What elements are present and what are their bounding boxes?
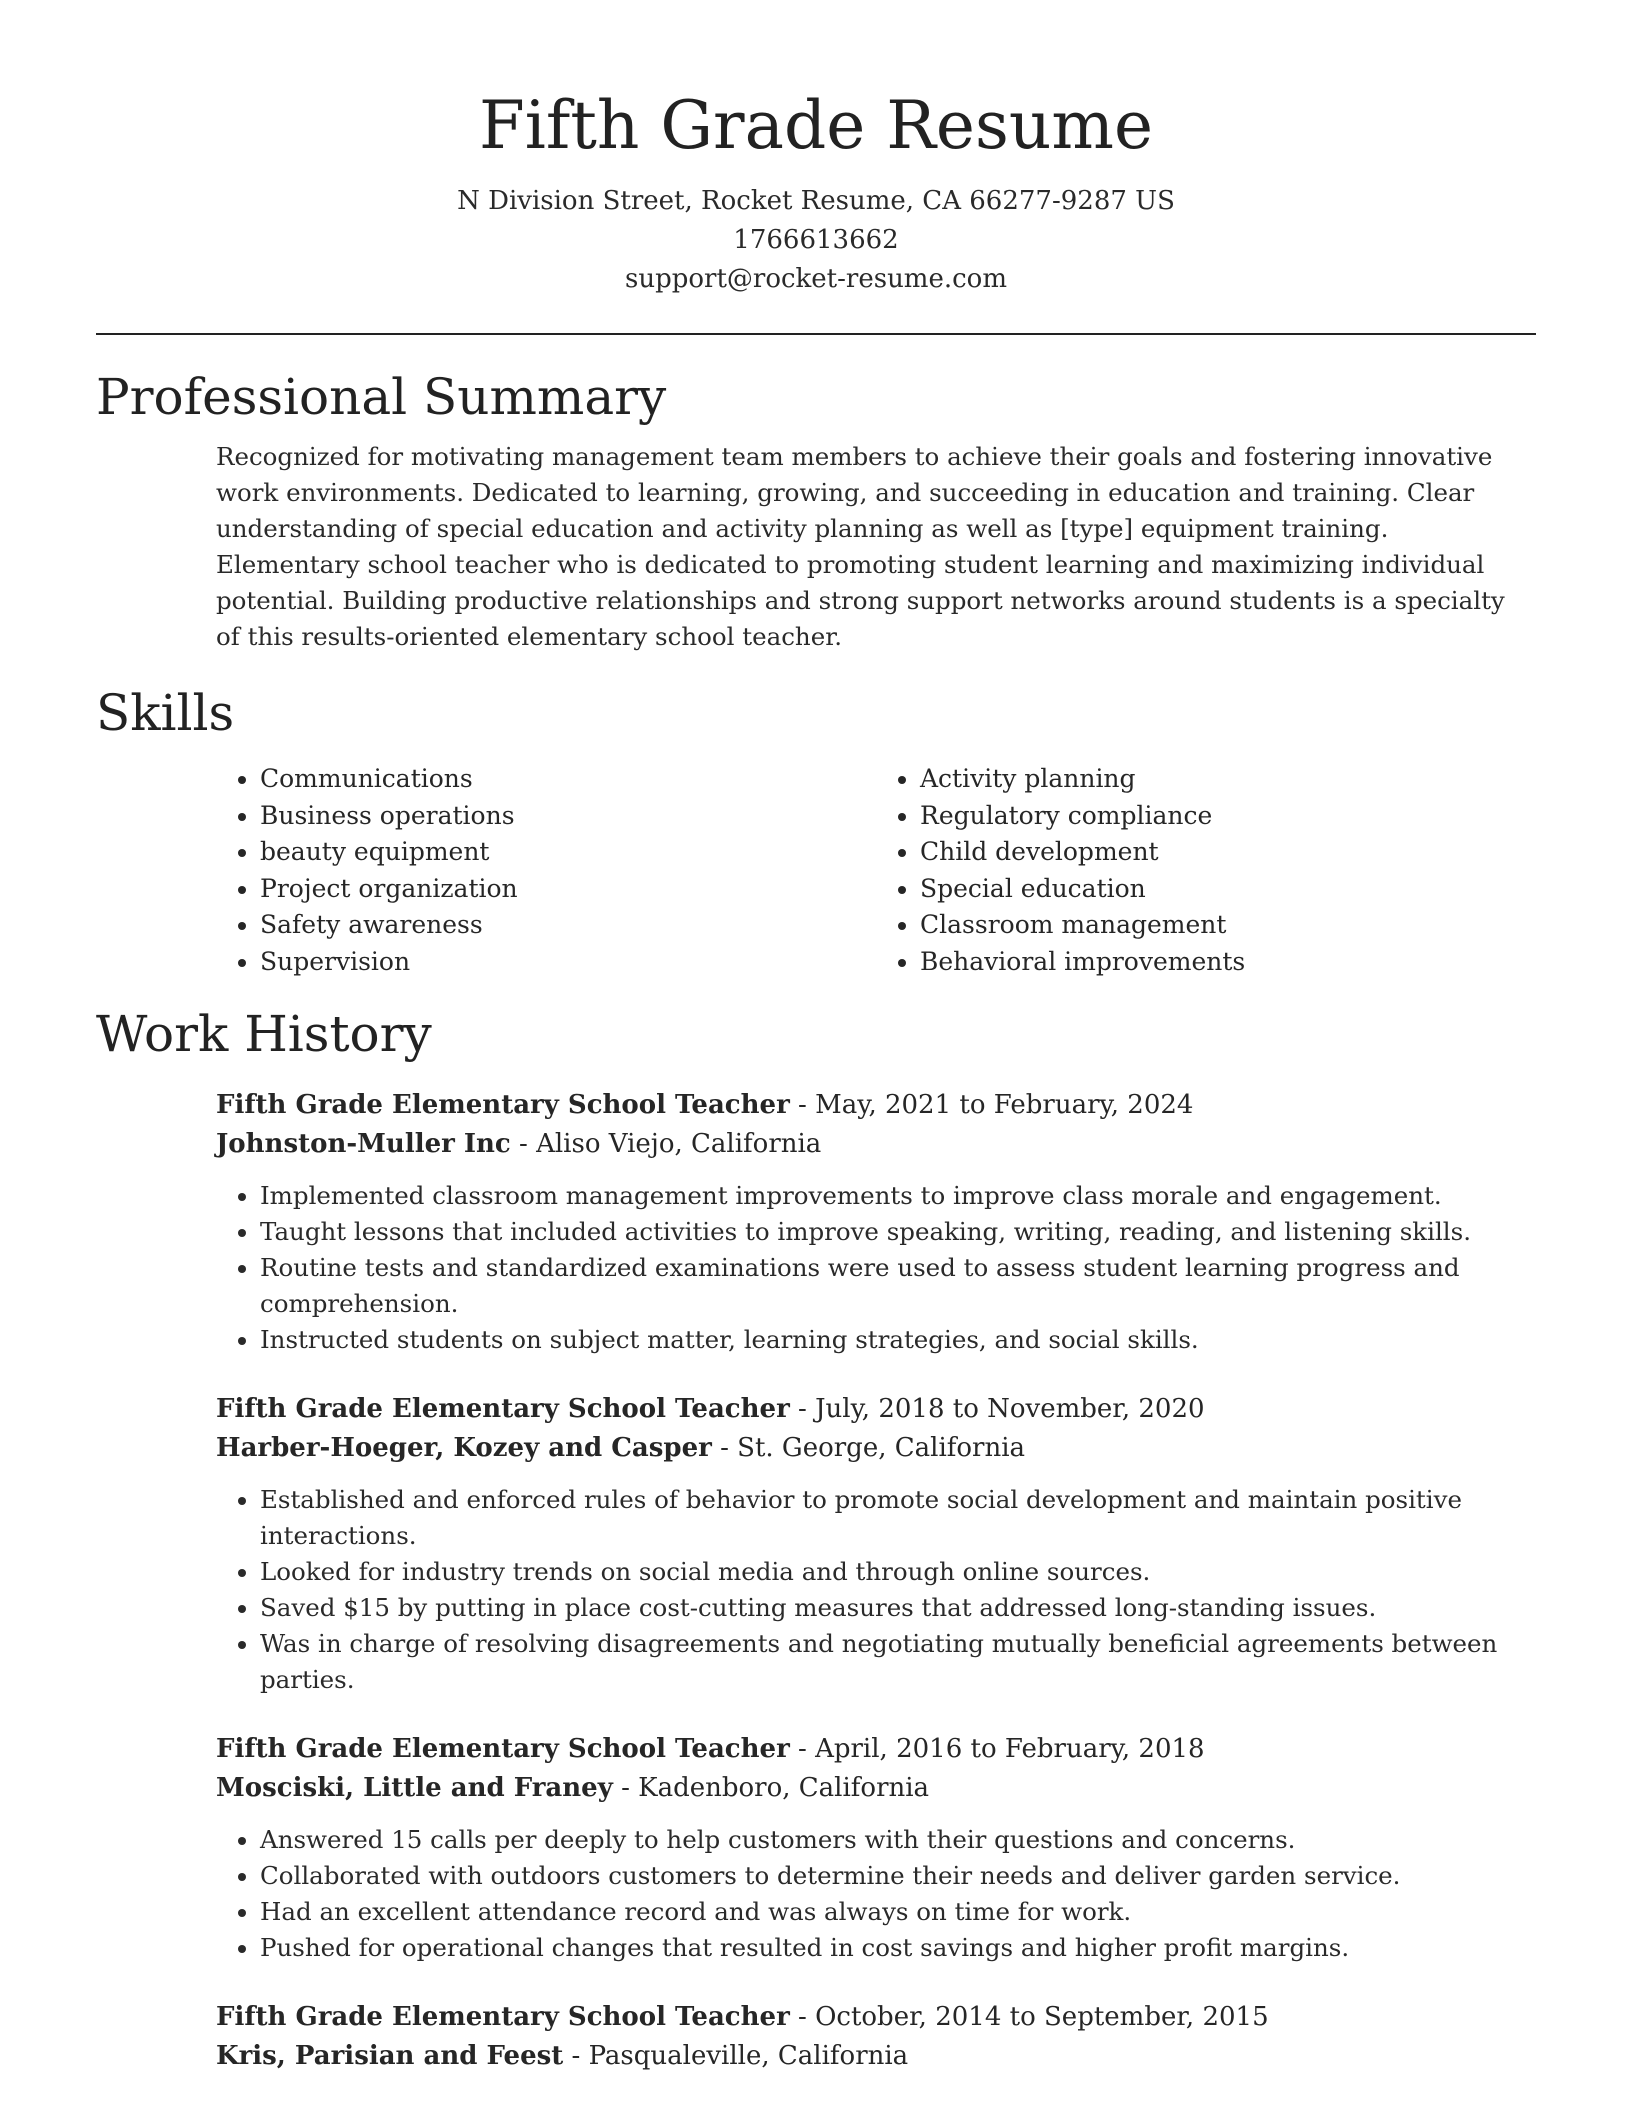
contact-block — [96, 182, 1536, 299]
email-text: support@rocket-resume.com — [624, 264, 1007, 294]
skill-item: • Special education — [920, 871, 1536, 908]
job-bullet: • Instructed students on subject matter, learning strategies, and social skills. — [260, 1322, 1536, 1358]
job-location: - Aliso Viejo, California — [510, 1129, 822, 1159]
job-location: - St. George, California — [711, 1433, 1026, 1463]
skill-item: • Safety awareness — [260, 907, 876, 944]
job-entry — [216, 1390, 1536, 1698]
job-dates: - July, 2018 to November, 2020 — [789, 1394, 1205, 1424]
skill-item: • Child development — [920, 834, 1536, 871]
job-role: Fifth Grade Elementary School Teacher — [216, 1734, 790, 1764]
skills-heading: Skills — [96, 684, 235, 742]
skill-item: • Supervision — [260, 944, 876, 981]
resume-title: Fifth Grade Resume — [478, 87, 1154, 164]
job-company: Mosciski, Little and Franey — [216, 1773, 613, 1803]
summary-heading: Professional Summary — [96, 368, 667, 426]
job-bullet: • Saved $15 by putting in place cost-cutting measures that addressed long-standing issues. — [260, 1590, 1536, 1626]
skill-item: • Communications — [260, 761, 876, 798]
summary-text: Recognized for motivating management team members to achieve their goals and fostering innovative work environments. Dedicated to learning, growing, and succeeding in education and training. Clear understanding of special education and activity planning as well as [type] equipment training. Elementary school teacher who is dedicated to promoting student learning and maximizing individual potential. Building productive relationships and strong support networks around students is a specialty of this results-oriented elementary school teacher. — [216, 442, 1505, 651]
skill-item: • Project organization — [260, 871, 876, 908]
job-dates: - May, 2021 to February, 2024 — [789, 1090, 1194, 1120]
work-history-section — [96, 1002, 1536, 2076]
job-company-line — [216, 1769, 1536, 1808]
job-role: Fifth Grade Elementary School Teacher — [216, 2002, 790, 2032]
job-dates: - October, 2014 to September, 2015 — [789, 2002, 1269, 2032]
skill-item: • Business operations — [260, 798, 876, 835]
skill-item: • Behavioral improvements — [920, 944, 1536, 981]
skills-list-left — [216, 761, 876, 980]
job-bullet: • Had an excellent attendance record and was always on time for work. — [260, 1894, 1536, 1930]
job-role: Fifth Grade Elementary School Teacher — [216, 1090, 790, 1120]
job-company: Johnston-Muller Inc — [216, 1129, 511, 1159]
address-text: N Division Street, Rocket Resume, CA 66277-9287 US — [457, 186, 1175, 216]
job-title-line — [216, 1086, 1536, 1125]
job-company-line — [216, 1125, 1536, 1164]
job-bullets — [216, 1482, 1536, 1698]
job-entry — [216, 1086, 1536, 1358]
job-role: Fifth Grade Elementary School Teacher — [216, 1394, 790, 1424]
job-bullet: • Collaborated with outdoors customers to determine their needs and deliver garden service. — [260, 1858, 1536, 1894]
job-company-line — [216, 2037, 1536, 2076]
phone-text: 1766613662 — [733, 225, 899, 255]
job-bullet: • Established and enforced rules of behavior to promote social development and maintain positive interactions. — [260, 1482, 1536, 1554]
job-bullet: • Was in charge of resolving disagreements and negotiating mutually beneficial agreements between parties. — [260, 1626, 1536, 1698]
work-history-heading: Work History — [96, 1005, 432, 1063]
job-location: - Pasqualeville, California — [563, 2041, 909, 2071]
job-bullet: • Taught lessons that included activities to improve speaking, writing, reading, and listening skills. — [260, 1214, 1536, 1250]
resume-page — [96, 0, 1536, 2076]
job-bullet: • Looked for industry trends on social media and through online sources. — [260, 1554, 1536, 1590]
job-bullet: • Pushed for operational changes that resulted in cost savings and higher profit margins. — [260, 1930, 1536, 1966]
job-company: Kris, Parisian and Feest — [216, 2041, 564, 2071]
job-bullet: • Answered 15 calls per deeply to help customers with their questions and concerns. — [260, 1822, 1536, 1858]
job-bullets — [216, 1178, 1536, 1358]
job-title-line — [216, 1730, 1536, 1769]
skill-item: • Activity planning — [920, 761, 1536, 798]
job-title-line — [216, 1390, 1536, 1429]
skills-list-right — [876, 761, 1536, 980]
summary-section — [96, 365, 1536, 655]
job-entry — [216, 1730, 1536, 1966]
skills-section — [96, 681, 1536, 980]
job-company-line — [216, 1429, 1536, 1468]
job-entry — [216, 1998, 1536, 2076]
skills-columns — [216, 761, 1536, 980]
job-company: Harber-Hoeger, Kozey and Casper — [216, 1433, 712, 1463]
skill-item: • beauty equipment — [260, 834, 876, 871]
skill-item: • Regulatory compliance — [920, 798, 1536, 835]
job-bullet: • Routine tests and standardized examinations were used to assess student learning progress and comprehension. — [260, 1250, 1536, 1322]
resume-header — [96, 0, 1536, 299]
job-dates: - April, 2016 to February, 2018 — [789, 1734, 1205, 1764]
job-location: - Kadenboro, California — [612, 1773, 930, 1803]
skill-item: • Classroom management — [920, 907, 1536, 944]
job-title-line — [216, 1998, 1536, 2037]
job-bullets — [216, 1822, 1536, 1966]
job-bullet: • Implemented classroom management improvements to improve class morale and engagement. — [260, 1178, 1536, 1214]
header-divider — [96, 333, 1536, 335]
